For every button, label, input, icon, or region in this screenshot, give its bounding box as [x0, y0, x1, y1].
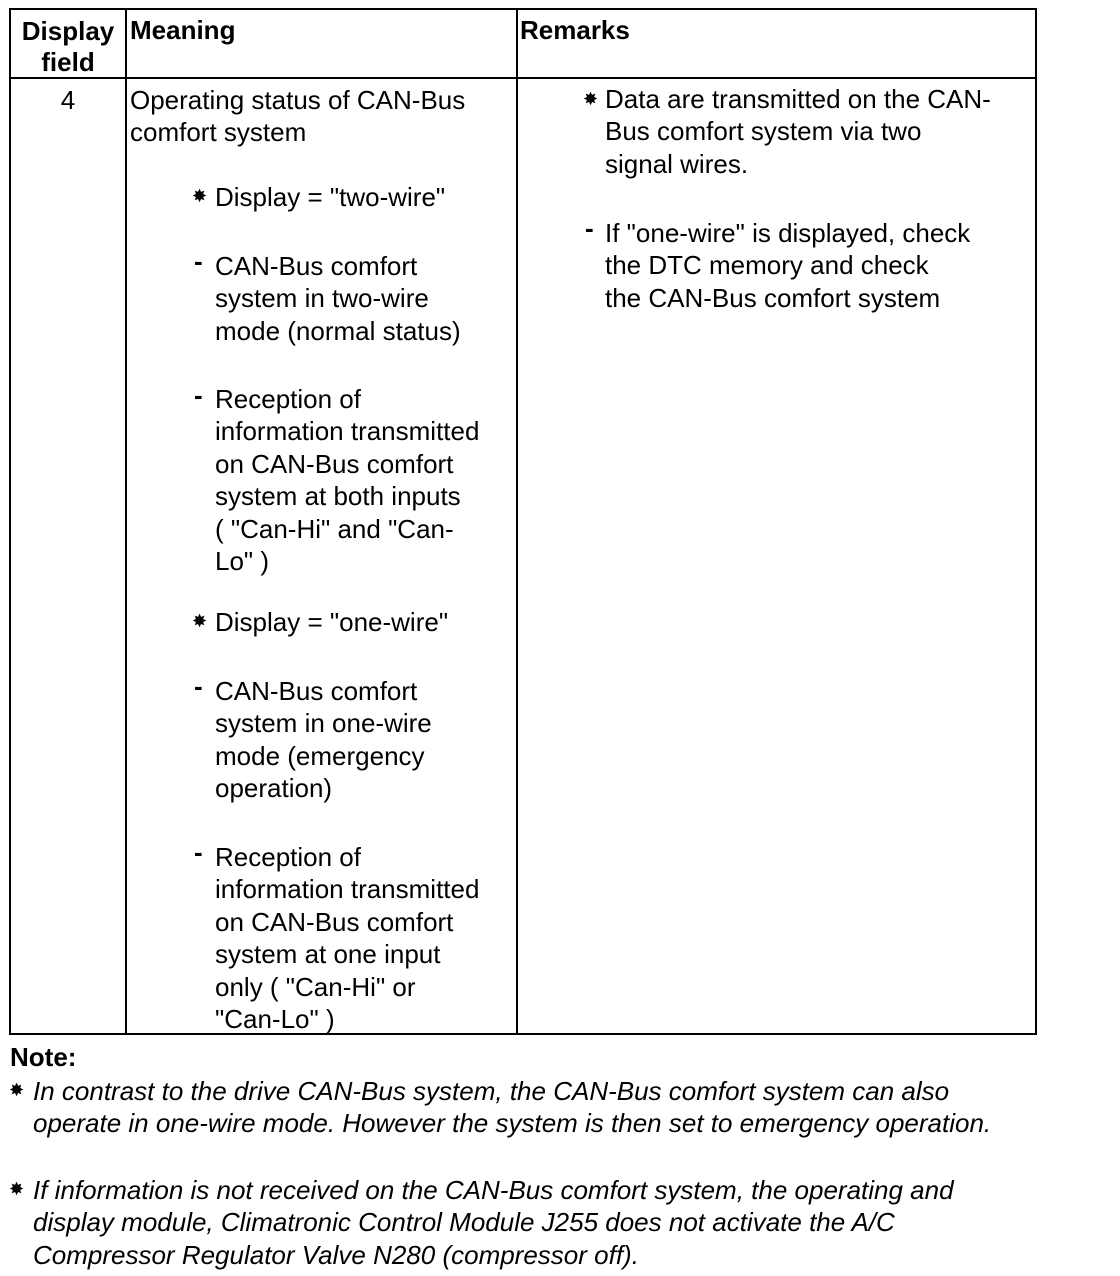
- asterisk-bullet-icon: ✸: [192, 186, 208, 206]
- meaning-item-one-wire: Display = "one-wire": [215, 607, 449, 637]
- note-item-one-wire-mode: In contrast to the drive CAN-Bus system, the CAN-Bus comfort system can also operate in one-wire mode. However the system is then set to emergency operation.: [33, 1076, 992, 1139]
- asterisk-bullet-icon: ✸: [192, 611, 208, 631]
- note-title: Note:: [10, 1042, 77, 1072]
- column-divider: [516, 10, 518, 1033]
- header-display-field: Display field: [21, 16, 115, 77]
- meaning-item-reception-both: Reception of information transmitted on CAN-Bus comfort system at both inputs ( "Can-Hi" and "Can- Lo" ): [215, 384, 480, 577]
- display-field-table: [9, 8, 1037, 1035]
- meaning-item-one-wire-mode: CAN-Bus comfort system in one-wire mode (emergency operation): [215, 676, 432, 804]
- note-item-compressor-off: If information is not received on the CAN-Bus comfort system, the operating and display module, Climatronic Control Module J255 does not activate the A/C Compressor Regulator Valve N280 (compressor off).: [33, 1175, 954, 1270]
- meaning-title: Operating status of CAN-Bus comfort system: [130, 85, 466, 148]
- meaning-item-two-wire: Display = "two-wire": [215, 182, 446, 212]
- meaning-item-two-wire-mode: CAN-Bus comfort system in two-wire mode (normal status): [215, 251, 461, 346]
- dash-bullet-icon: -: [194, 380, 203, 410]
- display-field-value: 4: [60, 85, 76, 115]
- header-divider: [11, 77, 1035, 79]
- dash-bullet-icon: -: [585, 213, 594, 243]
- remarks-item-one-wire-check: If "one-wire" is displayed, check the DTC memory and check the CAN-Bus comfort system: [605, 218, 971, 313]
- column-divider: [125, 10, 127, 1033]
- header-meaning: Meaning: [130, 15, 236, 45]
- asterisk-bullet-icon: ✸: [9, 1080, 25, 1100]
- asterisk-bullet-icon: ✸: [9, 1179, 25, 1199]
- header-remarks: Remarks: [520, 15, 630, 45]
- dash-bullet-icon: -: [194, 837, 203, 867]
- dash-bullet-icon: -: [194, 671, 203, 701]
- remarks-item-transmission: Data are transmitted on the CAN- Bus comfort system via two signal wires.: [605, 84, 991, 179]
- asterisk-bullet-icon: ✸: [583, 89, 599, 109]
- dash-bullet-icon: -: [194, 246, 203, 276]
- meaning-item-reception-one: Reception of information transmitted on CAN-Bus comfort system at one input only ( "Can-Hi" or "Can-Lo" ): [215, 842, 480, 1035]
